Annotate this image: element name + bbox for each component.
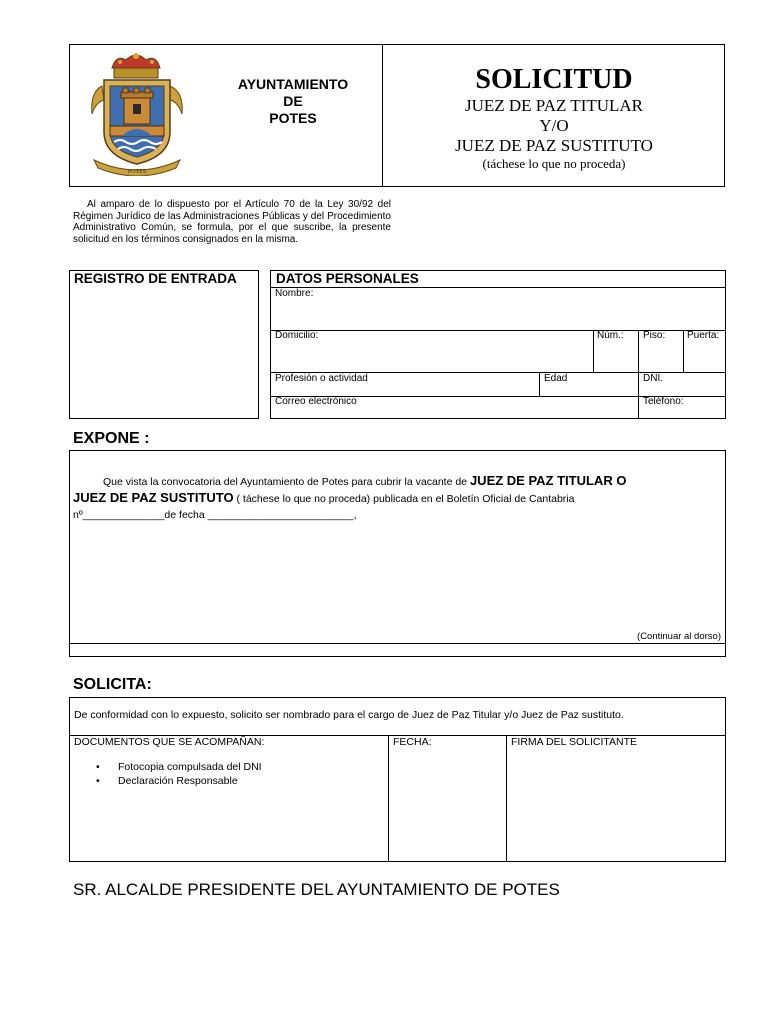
solicita-title: SOLICITA: — [73, 676, 152, 693]
piso-field[interactable]: Piso: — [643, 330, 666, 341]
documento-item-1: Fotocopia compulsada del DNI — [118, 761, 262, 773]
nombre-field[interactable]: Nombre: — [275, 288, 314, 299]
expone-text-part2: ( táchese lo que no proceda) publicada en el Boletín Oficial de Cantabria — [233, 493, 575, 505]
dni-field[interactable]: DNI. — [643, 373, 663, 384]
crest-icon — [86, 52, 188, 176]
telefono-field[interactable]: Teléfono: — [643, 396, 684, 407]
org-line-1: AYUNTAMIENTO — [237, 76, 349, 92]
continuar-note: (Continuar al dorso) — [637, 631, 721, 642]
expone-text-part1: Que vista la convocatoria del Ayuntamiento de Potes para cubrir la vacante de — [103, 476, 470, 488]
list-item — [96, 760, 262, 774]
page-title: SOLICITUD — [475, 64, 633, 95]
datos-vline-edad — [539, 372, 540, 396]
expone-bottom-line — [69, 643, 726, 644]
subtitle-1: JUEZ DE PAZ TITULAR — [464, 96, 644, 115]
datos-vline-num — [593, 330, 594, 372]
documento-item-2: Declaración Responsable — [118, 775, 238, 787]
registro-box[interactable] — [69, 270, 259, 419]
solicita-vline-1 — [388, 735, 389, 862]
datos-title: DATOS PERSONALES — [276, 271, 419, 286]
num-field[interactable]: Núm.: — [597, 330, 624, 341]
datos-vline-dni — [638, 372, 639, 419]
documentos-list — [96, 760, 262, 788]
bullet-icon: • — [96, 775, 100, 787]
edad-field[interactable]: Edad — [544, 373, 568, 384]
puerta-field[interactable]: Puerta: — [687, 330, 720, 341]
intro-paragraph: Al amparo de lo dispuesto por el Artículo 70 de la Ley 30/92 del Régimen Jurídico de las Administraciones Públicas y del Procedimiento Administrativo Común, se formula, por el que suscribe, la presente solicitud en los términos consignados en la misma. — [73, 199, 391, 245]
title-block — [383, 64, 725, 172]
documentos-label: DOCUMENTOS QUE SE ACOMPAÑAN: — [74, 736, 265, 748]
expone-bold-1: JUEZ DE PAZ TITULAR O — [469, 473, 627, 488]
profesion-field[interactable]: Profesión o actividad — [275, 373, 368, 384]
correo-field[interactable]: Correo electrónico — [275, 396, 357, 407]
org-line-3: POTES — [269, 110, 317, 126]
expone-bold-2: JUEZ DE PAZ SUSTITUTO — [73, 490, 234, 505]
subtitle-note: (táchese lo que no proceda) — [482, 156, 626, 171]
crest-ribbon-text: POTES — [127, 169, 147, 175]
bullet-icon: • — [96, 761, 100, 773]
registro-title: REGISTRO DE ENTRADA — [74, 271, 237, 286]
org-line-2: DE — [283, 93, 303, 109]
list-item — [96, 774, 262, 788]
firma-field[interactable]: FIRMA DEL SOLICITANTE — [511, 736, 638, 748]
datos-line-1 — [270, 287, 726, 288]
datos-vline-piso — [638, 330, 639, 372]
solicita-vline-2 — [506, 735, 507, 862]
expone-text — [73, 473, 723, 523]
subtitle-2: Y/O — [539, 116, 569, 135]
solicita-text: De conformidad con lo expuesto, solicito ser nombrado para el cargo de Juez de Paz Titular y/o Juez de Paz sustituto. — [74, 709, 624, 721]
footer-recipient: SR. ALCALDE PRESIDENTE DEL AYUNTAMIENTO DE POTES — [73, 880, 560, 899]
fecha-field[interactable]: FECHA: — [393, 736, 432, 748]
org-name — [226, 76, 360, 127]
subtitle-3: JUEZ DE PAZ SUSTITUTO — [455, 136, 653, 155]
domicilio-field[interactable]: Domicilio: — [275, 330, 319, 341]
datos-vline-puerta — [683, 330, 684, 372]
expone-text-part3: nº______________de fecha _________________________, — [73, 509, 357, 521]
expone-title: EXPONE : — [73, 430, 150, 447]
